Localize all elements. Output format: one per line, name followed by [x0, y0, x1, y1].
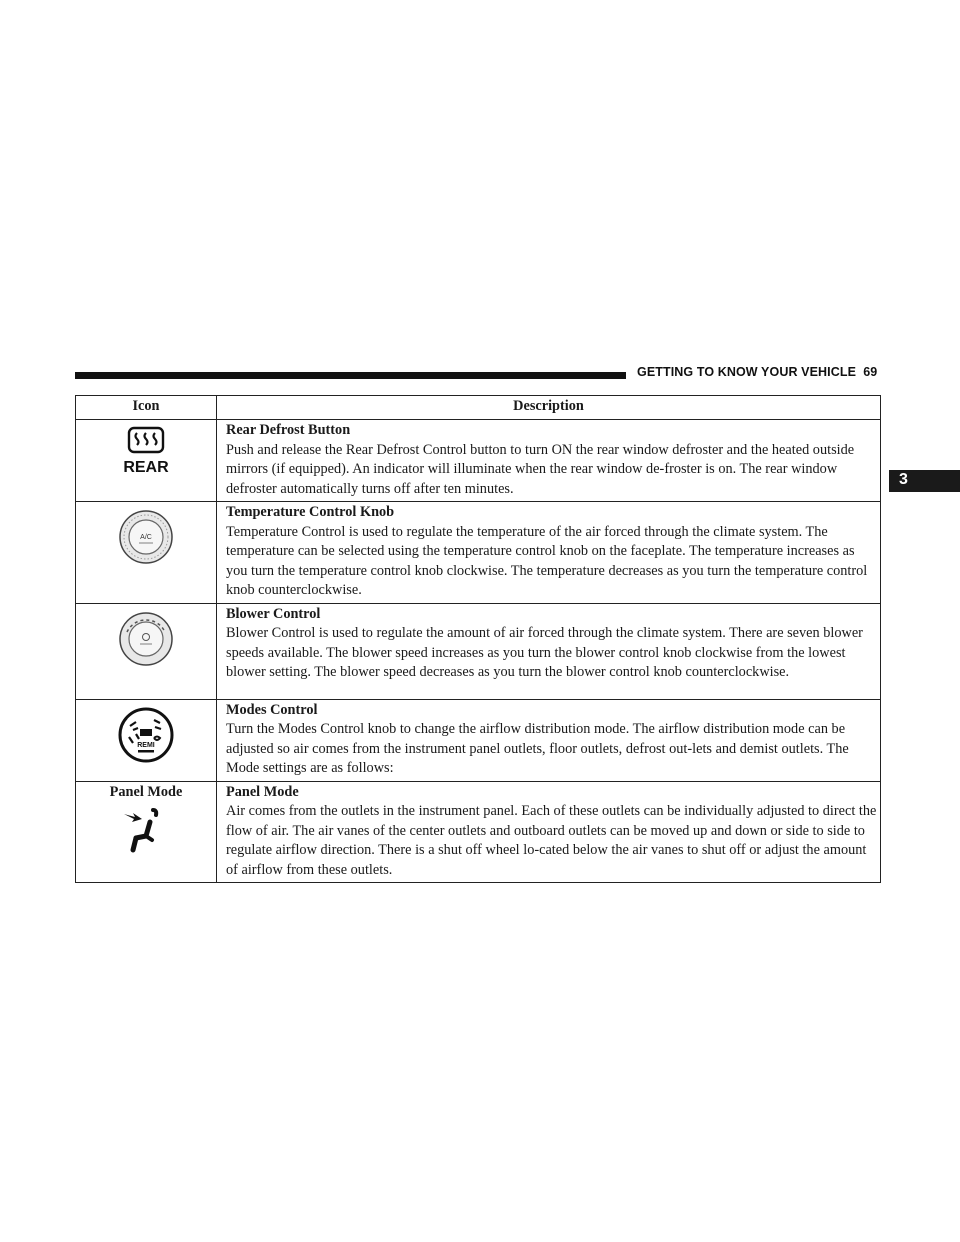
icon-cell: [76, 781, 217, 883]
panel-mode-icon: [120, 804, 172, 856]
icon-cell: [76, 420, 217, 502]
description-cell: [217, 420, 881, 502]
blower-knob-icon: [117, 610, 175, 668]
row-title: Blower Control: [226, 605, 321, 622]
running-header: [637, 365, 882, 379]
column-header-description: Description: [217, 396, 881, 420]
chapter-number: 3: [899, 471, 908, 488]
row-body: Turn the Modes Control knob to change the airflow distribution mode. The airflow distribution mode can be adjusted so air comes from the instrument panel outlets, floor outlets, defrost out-lets and demist outlets. The Mode settings are as follows:: [226, 721, 849, 776]
icon-cell: [76, 502, 217, 604]
description-cell: [217, 699, 881, 781]
table-header-row: [76, 396, 881, 420]
header-rule: [75, 372, 626, 379]
row-body: Temperature Control is used to regulate the temperature of the air forced through the climate system. The temperature can be selected using the temperature control knob on the faceplate. The temperature increases as you turn the temperature control knob clockwise. The temperature decreases as you turn the temperature control knob counterclockwise.: [226, 523, 868, 598]
page-number: 69: [863, 365, 878, 379]
description-cell: [217, 781, 881, 883]
rear-defrost-icon: [118, 426, 174, 476]
row-title: Temperature Control Knob: [226, 504, 395, 520]
rear-icon-text: REAR: [123, 459, 169, 476]
icon-label: Panel Mode: [109, 783, 183, 800]
table-row: [76, 502, 881, 604]
table-row: [76, 420, 881, 502]
description-cell: [217, 603, 881, 699]
section-title: GETTING TO KNOW YOUR VEHICLE: [637, 365, 857, 379]
controls-table: [75, 395, 881, 883]
table-row: [76, 781, 881, 883]
modes-icon-text: REMI: [137, 741, 155, 749]
table-row: [76, 699, 881, 781]
icon-cell: [76, 603, 217, 699]
temperature-knob-icon: [117, 508, 175, 566]
icon-cell: [76, 699, 217, 781]
row-title: Modes Control: [226, 701, 318, 718]
row-title: Panel Mode: [226, 783, 299, 800]
table-row: [76, 603, 881, 699]
modes-knob-icon: [116, 706, 176, 764]
column-header-icon: Icon: [76, 396, 217, 420]
row-body: Push and release the Rear Defrost Control button to turn ON the rear window defroster and the heated outside mirrors (if equipped). An indicator will illuminate when the rear window de-froster is on. The rear window defroster automatically turns off after ten minutes.: [226, 441, 855, 497]
description-cell: [217, 502, 881, 604]
row-title: Rear Defrost Button: [226, 422, 351, 438]
ac-label: A/C: [140, 534, 152, 541]
chapter-tab: [889, 470, 960, 492]
row-body: Blower Control is used to regulate the amount of air forced through the climate system. There are seven blower speeds available. The blower speed increases as you turn the blower control knob clockwise from the lowest blower setting. The blower speed decreases as you turn the blower control knob counterclockwise.: [226, 625, 863, 680]
row-body: Air comes from the outlets in the instrument panel. Each of these outlets can be individually adjusted to direct the flow of air. The air vanes of the center outlets and outboard outlets can be moved up and down or side to side to regulate airflow direction. There is a shut off wheel lo-cated below the air vanes to shut off or adjust the amount of airflow from these outlets.: [226, 803, 877, 878]
